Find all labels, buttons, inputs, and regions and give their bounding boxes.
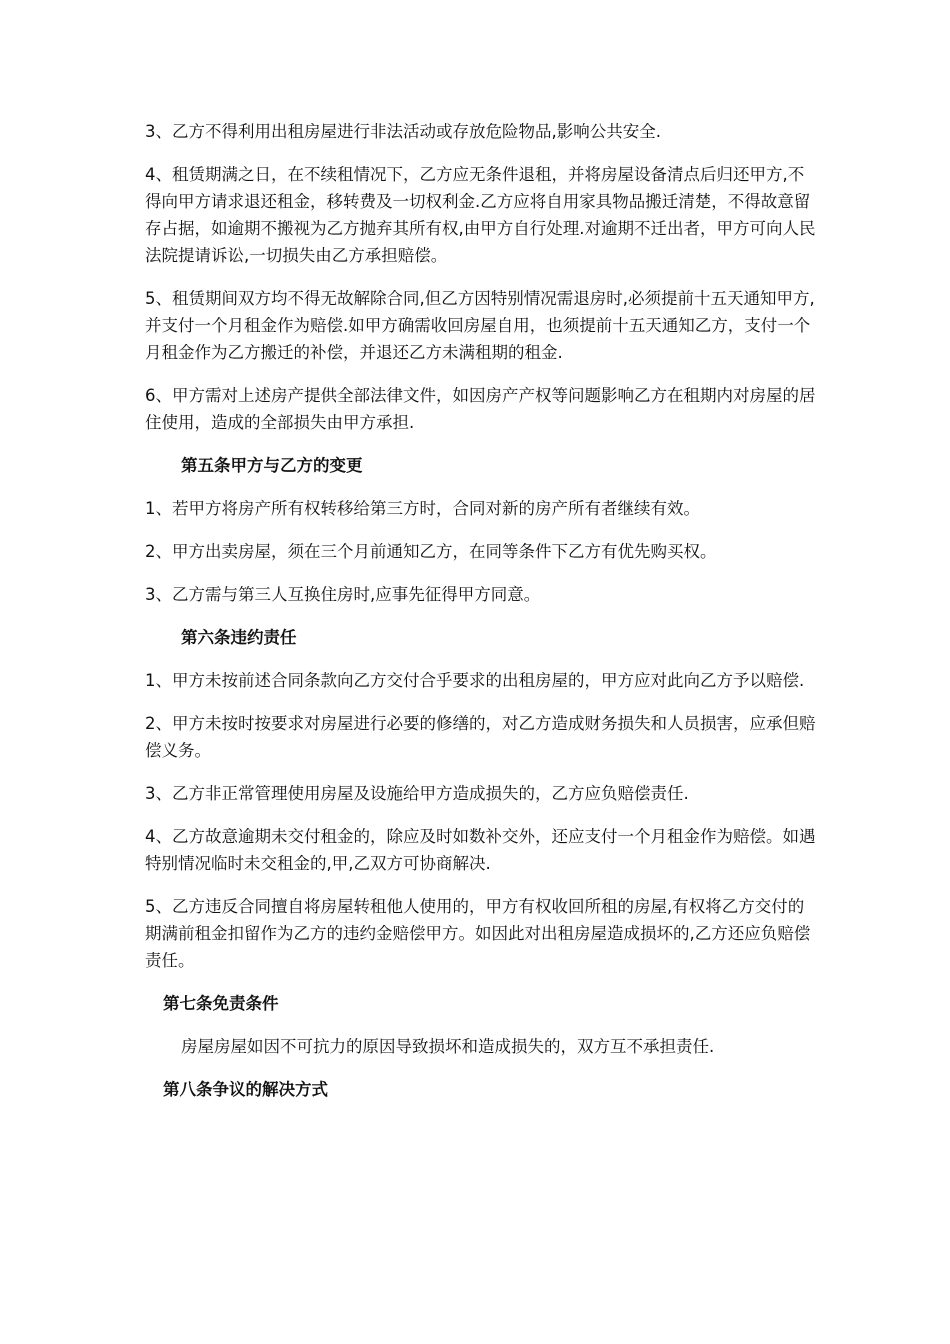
section-heading-article-8: 第八条争议的解决方式	[163, 1080, 328, 1099]
article-5-item-3: 3、乙方需与第三人互换住房时,应事先征得甲方同意。	[145, 585, 541, 604]
article-6-item-2: 2、甲方未按时按要求对房屋进行必要的修缮的，对乙方造成财务损失和人员损害，应承但赔偿义务。	[145, 714, 816, 760]
clause-item-4-lease-expiry: 4、租赁期满之日，在不续租情况下，乙方应无条件退租，并将房屋设备清点后归还甲方,不得向甲方请求退还租金，移转费及一切权利金.乙方应将自用家具物品搬迁清楚，不得故意留存占据，如逾期不搬视为乙方抛弃其所有权,由甲方自行处理.对逾期不迁出者，甲方可向人民法院提请诉讼,一切损失由乙方承担赔偿。	[145, 165, 816, 265]
section-heading-article-6: 第六条违约责任	[181, 628, 297, 647]
article-5-item-1: 1、若甲方将房产所有权转移给第三方时，合同对新的房产所有者继续有效。	[145, 499, 700, 518]
article-6-item-5: 5、乙方违反合同擅自将房屋转租他人使用的，甲方有权收回所租的房屋,有权将乙方交付的期满前租金扣留作为乙方的违约金赔偿甲方。如因此对出租房屋造成损坏的,乙方还应负赔偿责任。	[145, 897, 811, 970]
clause-item-3-public-safety: 3、乙方不得利用出租房屋进行非法活动或存放危险物品,影响公共安全.	[145, 122, 661, 141]
article-6-item-3: 3、乙方非正常管理使用房屋及设施给甲方造成损失的，乙方应负赔偿责任.	[145, 784, 689, 803]
clause-item-6-legal-documents: 6、甲方需对上述房产提供全部法律文件，如因房产产权等问题影响乙方在租期内对房屋的居住使用，造成的全部损失由甲方承担.	[145, 386, 816, 432]
section-heading-article-5: 第五条甲方与乙方的变更	[181, 456, 363, 475]
article-6-item-4: 4、乙方故意逾期未交付租金的，除应及时如数补交外，还应支付一个月租金作为赔偿。如遇特别情况临时未交租金的,甲,乙双方可协商解决.	[145, 827, 816, 873]
clause-item-5-termination: 5、租赁期间双方均不得无故解除合同,但乙方因特别情况需退房时,必须提前十五天通知甲方,并支付一个月租金作为赔偿.如甲方确需收回房屋自用，也须提前十五天通知乙方，支付一个月租金作为乙方搬迁的补偿，并退还乙方未满租期的租金.	[145, 289, 815, 362]
section-heading-article-7: 第七条免责条件	[163, 994, 279, 1013]
article-6-item-1: 1、甲方未按前述合同条款向乙方交付合乎要求的出租房屋的，甲方应对此向乙方予以赔偿.	[145, 671, 805, 690]
document-body	[145, 118, 820, 1119]
article-5-item-2: 2、甲方出卖房屋，须在三个月前通知乙方，在同等条件下乙方有优先购买权。	[145, 542, 717, 561]
article-7-body: 房屋房屋如因不可抗力的原因导致损坏和造成损失的，双方互不承担责任.	[181, 1037, 715, 1056]
